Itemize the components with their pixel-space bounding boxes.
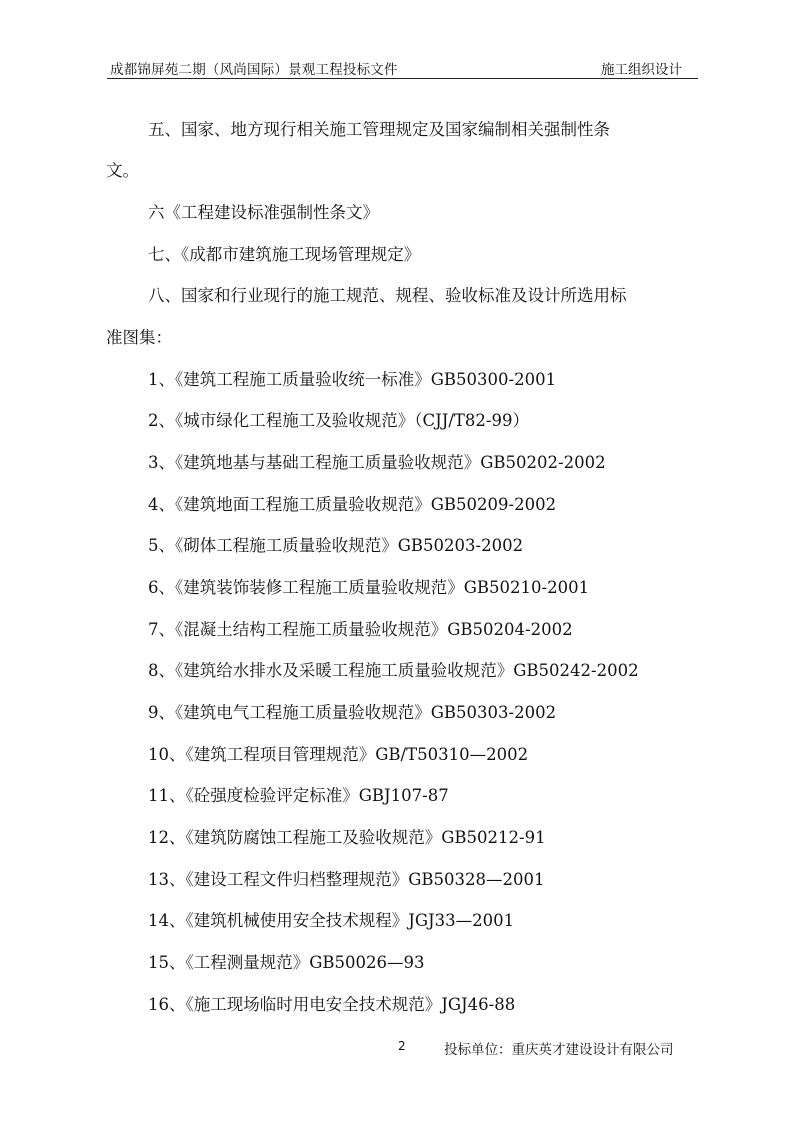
standard-item: 2、《城市绿化工程施工及验收规范》（CJJ/T82-99）: [148, 411, 529, 430]
standard-item: 3、《建筑地基与基础工程施工质量验收规范》GB50202-2002: [148, 453, 606, 472]
standard-item: 5、《砌体工程施工质量验收规范》GB50203-2002: [148, 536, 524, 555]
standard-item: 11、《砼强度检验评定标准》GBJ107-87: [148, 786, 449, 805]
standard-item: 10、《建筑工程项目管理规范》GB/T50310—2002: [148, 745, 529, 764]
paragraph-line: 七、《成都市建筑施工现场管理规定》: [148, 245, 421, 264]
standard-item: 6、《建筑装饰装修工程施工质量验收规范》GB50210-2001: [148, 578, 590, 597]
standard-item: 16、《施工现场临时用电安全技术规范》JGJ46-88: [148, 995, 516, 1014]
standard-item: 1、《建筑工程施工质量验收统一标准》GB50300-2001: [148, 370, 557, 389]
standard-item: 15、《工程测量规范》GB50026—93: [148, 953, 425, 972]
standard-item: 8、《建筑给水排水及采暖工程施工质量验收规范》GB50242-2002: [148, 661, 639, 680]
standard-item: 4、《建筑地面工程施工质量验收规范》GB50209-2002: [148, 495, 557, 514]
page-header: [107, 56, 698, 79]
standard-item: 14、《建筑机械使用安全技术规程》JGJ33—2001: [148, 911, 515, 930]
paragraph-line: 五、国家、地方现行相关施工管理规定及国家编制相关强制性条: [148, 120, 610, 139]
bidder-company: 投标单位：重庆英才建设设计有限公司: [444, 1042, 674, 1058]
document-title: 成都锦屏苑二期（风尚国际）景观工程投标文件: [110, 62, 398, 78]
section-title: 施工组织设计: [601, 62, 682, 78]
standard-item: 9、《建筑电气工程施工质量验收规范》GB50303-2002: [148, 703, 557, 722]
paragraph-line: 八、国家和行业现行的施工规范、规程、验收标准及设计所选用标: [148, 286, 627, 305]
paragraph-line: 文。: [106, 161, 139, 180]
page-footer: [398, 1038, 698, 1058]
paragraph-line: 准图集：: [106, 328, 172, 347]
standard-item: 12、《建筑防腐蚀工程施工及验收规范》GB50212-91: [148, 828, 546, 847]
standard-item: 7、《混凝土结构工程施工质量验收规范》GB50204-2002: [148, 620, 573, 639]
standard-item: 13、《建设工程文件归档整理规范》GB50328—2001: [148, 870, 545, 889]
page-number: 2: [398, 1039, 406, 1053]
paragraph-line: 六《工程建设标准强制性条文》: [148, 203, 379, 222]
